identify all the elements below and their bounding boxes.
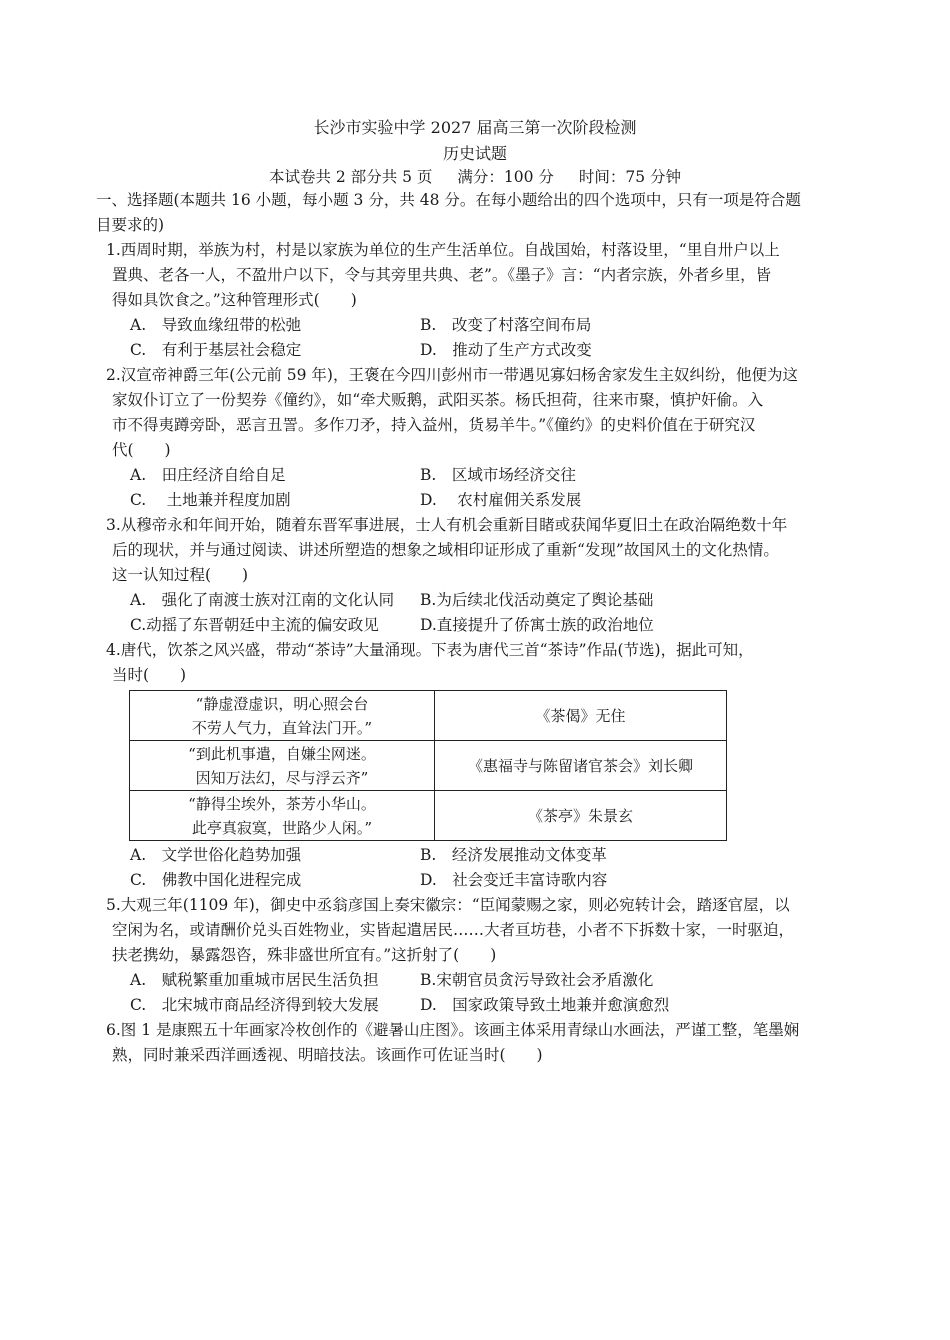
question-text: 2.汉宣帝神爵三年(公元前 59 年)，王褒在今四川彭州市一带遇见寡妇杨舍家发生主奴纠纷，他便为这 [106, 366, 798, 384]
option-d[interactable]: D. 社会变迁丰富诗歌内容 [420, 871, 608, 889]
exam-content [96, 188, 856, 1068]
question-text: 6.图 1 是康熙五十年画家冷枚创作的《避暑山庄图》。该画主体采用青绿山水画法，严谨工整，笔墨娴 [106, 1021, 800, 1039]
options-row [130, 313, 856, 338]
table-row [130, 691, 727, 741]
table-row [130, 741, 727, 791]
question-text: 置典、老各一人，不盈卅户以下，令与其旁里共典、老”。《墨子》言：“内者宗族，外者乡里，皆 [112, 266, 772, 284]
question-5 [96, 893, 856, 1018]
poem-cell [130, 691, 435, 741]
options-row [130, 338, 856, 363]
option-b[interactable]: B. 区域市场经济交往 [420, 466, 576, 484]
option-a[interactable]: A. 导致血缘纽带的松弛 [130, 316, 302, 334]
table-row [130, 791, 727, 841]
question-text: 扶老携幼，暴露怨咨，殊非盛世所宜有。”这折射了( ) [112, 946, 497, 964]
option-c[interactable]: C. 有利于基层社会稳定 [130, 341, 302, 359]
poem-line: 因知万法幻，尽与浮云齐” [195, 768, 369, 787]
option-c[interactable]: C. 土地兼并程度加剧 [130, 491, 291, 509]
question-text: 3.从穆帝永和年间开始，随着东晋军事进展，士人有机会重新目睹或获闻华夏旧土在政治隔绝数十年 [106, 516, 788, 534]
exam-title: 长沙市实验中学 2027 届高三第一次阶段检测 [313, 118, 637, 137]
options-row [130, 868, 856, 893]
option-d[interactable]: D.直接提升了侨寓士族的政治地位 [420, 616, 654, 634]
poem-source-cell: 《惠福寺与陈留诸官茶会》刘长卿 [435, 741, 727, 791]
exam-score-info: 满分：100 分 [457, 168, 554, 186]
question-text: 当时( ) [112, 666, 187, 684]
question-text: 家奴仆订立了一份契券《僮约》，如“牵犬贩鹅，武阳买茶。杨氏担荷，往来市聚，慎护奸偷。入 [112, 391, 764, 409]
question-text: 得如具饮食之。”这种管理形式( ) [112, 291, 357, 309]
section-heading-cont: 目要求的) [96, 216, 165, 234]
question-text: 1.西周时期，举族为村，村是以家族为单位的生产生活单位。自战国始，村落设里，“里自卅户以上 [106, 241, 780, 259]
question-text: 市不得夷蹲旁卧，恶言丑詈。多作刀矛，持入益州，货易羊牛。”《僮约》的史料价值在于研究汉 [112, 416, 756, 434]
exam-subject: 历史试题 [442, 144, 507, 163]
tea-poems-table [129, 690, 727, 841]
exam-pages-info: 本试卷共 2 部分共 5 页 [269, 168, 433, 186]
option-b[interactable]: B. 经济发展推动文体变革 [420, 846, 607, 864]
poem-source-cell: 《茶偈》无住 [435, 691, 727, 741]
poem-source-cell: 《茶亭》朱景玄 [435, 791, 727, 841]
option-b[interactable]: B. 改变了村落空间布局 [420, 316, 592, 334]
question-text: 空闲为名，或请酬价兑头百姓物业，实皆起遣居民……大者亘坊巷，小者不下拆数十家，一时驱迫， [112, 921, 795, 939]
option-a[interactable]: A. 田庄经济自给自足 [130, 466, 286, 484]
poem-line: 不劳人气力，直耸法门开。” [191, 718, 373, 737]
question-text: 4.唐代，饮茶之风兴盛，带动“茶诗”大量涌现。下表为唐代三首“茶诗”作品(节选)，据此可知， [106, 641, 754, 659]
question-text: 5.大观三年(1109 年)，御史中丞翁彦国上奏宋徽宗：“臣闻蒙赐之家，则必宛转计会，踏逐官屋，以 [106, 896, 790, 914]
poem-line: “到此机事遣，自嫌尘网迷。 [188, 744, 376, 763]
poem-line: “静虚澄虚识，明心照会台 [195, 694, 369, 713]
option-a[interactable]: A. 强化了南渡士族对江南的文化认同 [130, 591, 395, 609]
option-d[interactable]: D. 推动了生产方式改变 [420, 341, 592, 359]
option-a[interactable]: A. 文学世俗化趋势加强 [130, 846, 302, 864]
option-c[interactable]: C. 北宋城市商品经济得到较大发展 [130, 996, 379, 1014]
option-b[interactable]: B.为后续北伐活动奠定了舆论基础 [420, 591, 654, 609]
option-b[interactable]: B.宋朝官员贪污导致社会矛盾激化 [420, 971, 654, 989]
section-heading: 一、选择题(本题共 16 小题，每小题 3 分，共 48 分。在每小题给出的四个选项中，只有一项是符合题 [96, 191, 801, 209]
question-text: 后的现状，并与通过阅读、讲述所塑造的想象之域相印证形成了重新“发现”故国风土的文化热情。 [112, 541, 779, 559]
options-row [130, 463, 856, 488]
options-row [130, 488, 856, 513]
option-c[interactable]: C.动摇了东晋朝廷中主流的偏安政见 [130, 616, 379, 634]
options-row [130, 843, 856, 868]
question-text: 这一认知过程( ) [112, 566, 249, 584]
question-3 [96, 513, 856, 638]
question-text: 代( ) [112, 441, 171, 459]
exam-time-info: 时间：75 分钟 [578, 168, 681, 186]
option-a[interactable]: A. 赋税繁重加重城市居民生活负担 [130, 971, 379, 989]
question-text: 熟，同时兼采西洋画透视、明暗技法。该画作可佐证当时( ) [112, 1046, 543, 1064]
option-d[interactable]: D. 国家政策导致土地兼并愈演愈烈 [420, 996, 670, 1014]
poem-cell [130, 791, 435, 841]
question-6 [96, 1018, 856, 1068]
options-row [130, 588, 856, 613]
options-row [130, 968, 856, 993]
options-row [130, 613, 856, 638]
options-row [130, 993, 856, 1018]
poem-cell [130, 741, 435, 791]
question-1 [96, 238, 856, 363]
question-4 [96, 638, 856, 893]
poem-line: 此亭真寂寞，世路少人闲。” [191, 818, 373, 837]
poem-line: “静得尘埃外，茶芳小华山。 [188, 794, 376, 813]
option-d[interactable]: D. 农村雇佣关系发展 [420, 491, 582, 509]
option-c[interactable]: C. 佛教中国化进程完成 [130, 871, 302, 889]
exam-info [0, 165, 950, 187]
question-2 [96, 363, 856, 513]
